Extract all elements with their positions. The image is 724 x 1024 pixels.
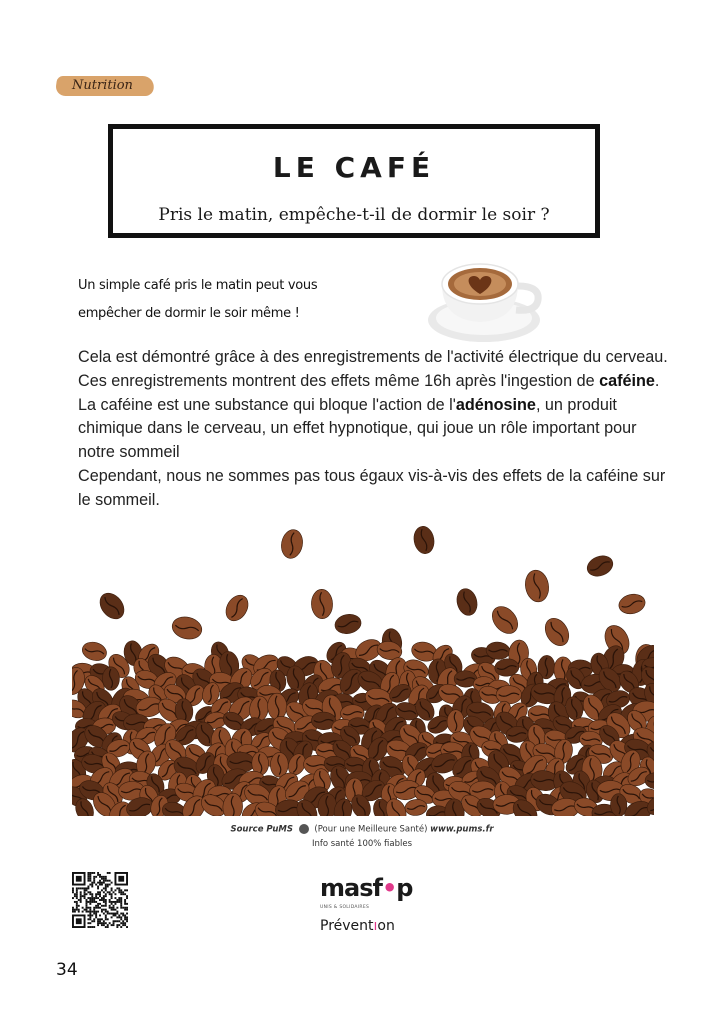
logo-person-icon: • [381,874,397,902]
masfip-logo [318,874,418,938]
coffee-bean [584,552,616,580]
section-tag [56,76,154,96]
coffee-bean [279,528,305,560]
coffee-bean [102,667,119,691]
coffee-bean [487,602,523,639]
source-url[interactable]: www.pums.fr [430,824,494,835]
paragraph-3: Cependant, nous ne sommes pas tous égaux vis-à-vis des effets de la caféine sur le sommeil. [78,466,666,509]
coffee-bean [267,693,287,720]
coffee-bean [333,612,362,636]
coffee-beans-image [72,520,654,816]
pums-logo-icon [299,824,309,834]
coffee-cup-image [426,258,554,350]
title-box [108,124,600,238]
bold-term-adenosine: adénosine [455,395,536,414]
lead-line-1: Un simple café pris le matin peut vous [78,278,318,293]
body-text [78,346,668,513]
page-title: LE CAFÉ [272,151,436,184]
source-label: Source PuMS [230,824,293,835]
coffee-bean [80,639,109,663]
lead-line-2: empêcher de dormir le soir même ! [78,306,300,321]
lead-text [78,272,408,328]
logo-tagline: UNIS & SOLIDAIRES [320,905,370,910]
coffee-bean [523,568,551,603]
coffee-bean [496,685,522,704]
coffee-bean [95,588,129,623]
paragraph-2: La caféine est une substance qui bloque l'action de l'adénosine, un produit chimique dans le cerveau, un effet hypnotique, qui joue un rôle important pour notre sommeil [78,395,637,462]
qr-code-icon[interactable] [72,872,128,928]
page-subtitle: Pris le matin, empêche-t-il de dormir le soir ? [158,205,550,225]
coffee-bean [617,592,647,617]
logo-brand: masf•p [320,874,413,902]
paragraph-1: Cela est démontré grâce à des enregistrements de l'activité électrique du cerveau. Ces enregistrements montrent des effets même 16h après l'ingestion de caféine. [78,348,668,390]
coffee-bean [221,591,252,625]
source-middle: (Pour une Meilleure Santé) [314,824,428,835]
bold-term-caffeine: caféine [599,371,655,390]
coffee-bean [454,586,480,617]
logo-i-icon: ı [373,918,378,934]
coffee-bean [540,614,573,650]
coffee-bean [311,589,333,619]
section-tag-label: Nutrition [72,78,133,93]
source-line-2: Info santé 100% fiables [311,839,413,849]
coffee-bean [170,614,204,642]
logo-prevention: Préventıon [320,918,395,934]
coffee-bean [412,525,436,556]
source-line [0,824,724,835]
page-number: 34 [56,960,78,980]
